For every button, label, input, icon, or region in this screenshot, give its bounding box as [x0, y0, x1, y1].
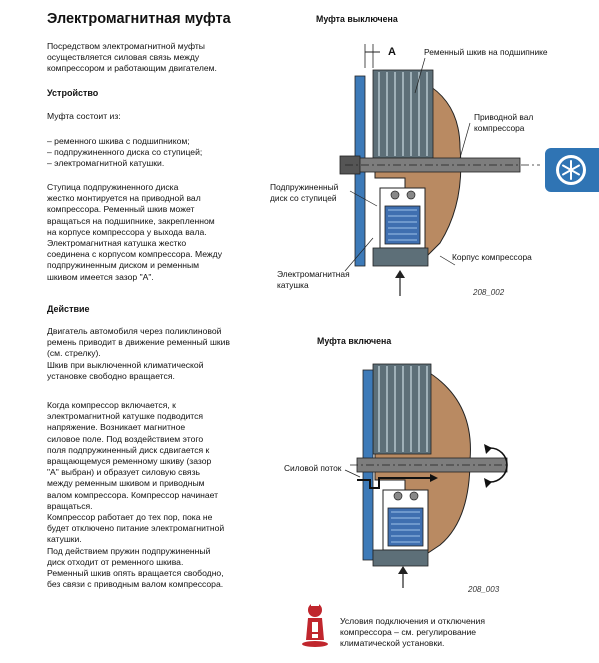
text-line: диск со ступицей: [270, 192, 337, 203]
figure-on-code: 208_003: [468, 585, 500, 594]
text-line: установке свободно вращается.: [47, 370, 175, 381]
figure-on-title: Муфта включена: [317, 336, 392, 346]
label-shaft: [474, 112, 533, 133]
text-line: компрессора. Ременный шкив может: [47, 204, 195, 215]
text-line: осуществляется силовая связь между: [47, 52, 200, 63]
text-line: Шкив при выключенной климатической: [47, 359, 204, 370]
text-line: вращаться на подшипнике, закрепленном: [47, 215, 215, 226]
text-line: Электромагнитная: [277, 269, 350, 279]
device-lead: Муфта состоит из:: [47, 111, 121, 121]
text-line: между ременным шкивом и приводным: [47, 478, 205, 489]
text-line: Посредством электромагнитной муфты: [47, 41, 205, 51]
figure-off-code: 208_002: [473, 288, 505, 297]
text-line: Ременный шкив опять вращается свободно,: [47, 568, 224, 579]
text-line: поля подпружиненный диск сдвигается к: [47, 444, 210, 455]
action-paragraph-1: [47, 326, 230, 382]
text-line: жестко монтируется на приводной вал: [47, 193, 201, 204]
text-line: без связи с приводным валом компрессора.: [47, 579, 224, 590]
text-line: диск отходит от ременного шкива.: [47, 556, 184, 567]
ac-badge: [545, 148, 599, 192]
gap-label: A: [388, 46, 396, 58]
text-line: Под действием пружин подпружиненный: [47, 545, 211, 556]
text-line: (см. стрелку).: [47, 348, 101, 359]
text-line: климатической установки.: [340, 638, 445, 649]
text-line: Подпружиненный: [270, 182, 339, 192]
action-paragraph-2: [47, 400, 224, 590]
text-line: компрессора – см. регулирование: [340, 627, 477, 638]
list-item: – подпружиненного диска со ступицей;: [47, 147, 203, 158]
text-line: вращающемуся ременному шкиву (зазор: [47, 456, 212, 467]
text-line: "А" выбран) и образует силовую связь: [47, 467, 200, 478]
text-line: валом компрессора. Компрессор начинает: [47, 489, 219, 500]
text-line: электромагнитной катушке подводится: [47, 411, 204, 422]
warning-figure-icon: [298, 598, 332, 648]
list-item: – ременного шкива с подшипником;: [47, 136, 190, 146]
text-line: силовое поле. Под воздействием этого: [47, 433, 204, 444]
text-line: подпружиненным диском и ременным: [47, 260, 200, 271]
text-line: Ступица подпружиненного диска: [47, 182, 179, 192]
text-line: Компрессор работает до тех пор, пока не: [47, 512, 213, 523]
text-line: Приводной вал: [474, 112, 534, 122]
snowflake-icon: [545, 148, 599, 192]
section-heading-device: Устройство: [47, 88, 99, 98]
text-line: будет отключено питание электромагнитной: [47, 523, 225, 534]
label-housing: Корпус компрессора: [452, 252, 532, 262]
label-coil: [277, 269, 350, 290]
text-line: Электромагнитная катушка жестко: [47, 238, 187, 249]
text-line: напряжение. Возникает магнитное: [47, 422, 186, 433]
text-line: на корпусе компрессора у выхода вала.: [47, 226, 207, 237]
text-line: Условия подключения и отключения: [340, 616, 486, 626]
label-pulley: Ременный шкив на подшипнике: [424, 47, 548, 57]
text-line: катушки.: [47, 534, 82, 545]
note-text: [340, 616, 485, 650]
device-paragraph: [47, 182, 222, 283]
text-line: Когда компрессор включается, к: [47, 400, 176, 410]
text-line: шкивом имеется зазор "А".: [47, 271, 154, 282]
label-force-flow: Силовой поток: [284, 463, 342, 473]
text-line: ремень приводит в движение ременный шкив: [47, 337, 230, 348]
text-line: катушка: [277, 279, 309, 290]
section-heading-action: Действие: [47, 304, 90, 314]
figure-off-title: Муфта выключена: [316, 14, 398, 24]
device-list: [47, 136, 202, 170]
list-item: – электромагнитной катушки.: [47, 158, 165, 169]
text-line: Двигатель автомобиля через поликлиновой: [47, 326, 222, 336]
text-line: компрессором и работающим двигателем.: [47, 63, 217, 74]
text-line: соединена с корпусом компрессора. Между: [47, 249, 222, 260]
page-title: Электромагнитная муфта: [47, 11, 231, 27]
intro-paragraph: [47, 41, 217, 75]
label-disc: [270, 182, 338, 203]
text-line: вращаться.: [47, 500, 93, 511]
text-line: компрессора: [474, 122, 525, 133]
